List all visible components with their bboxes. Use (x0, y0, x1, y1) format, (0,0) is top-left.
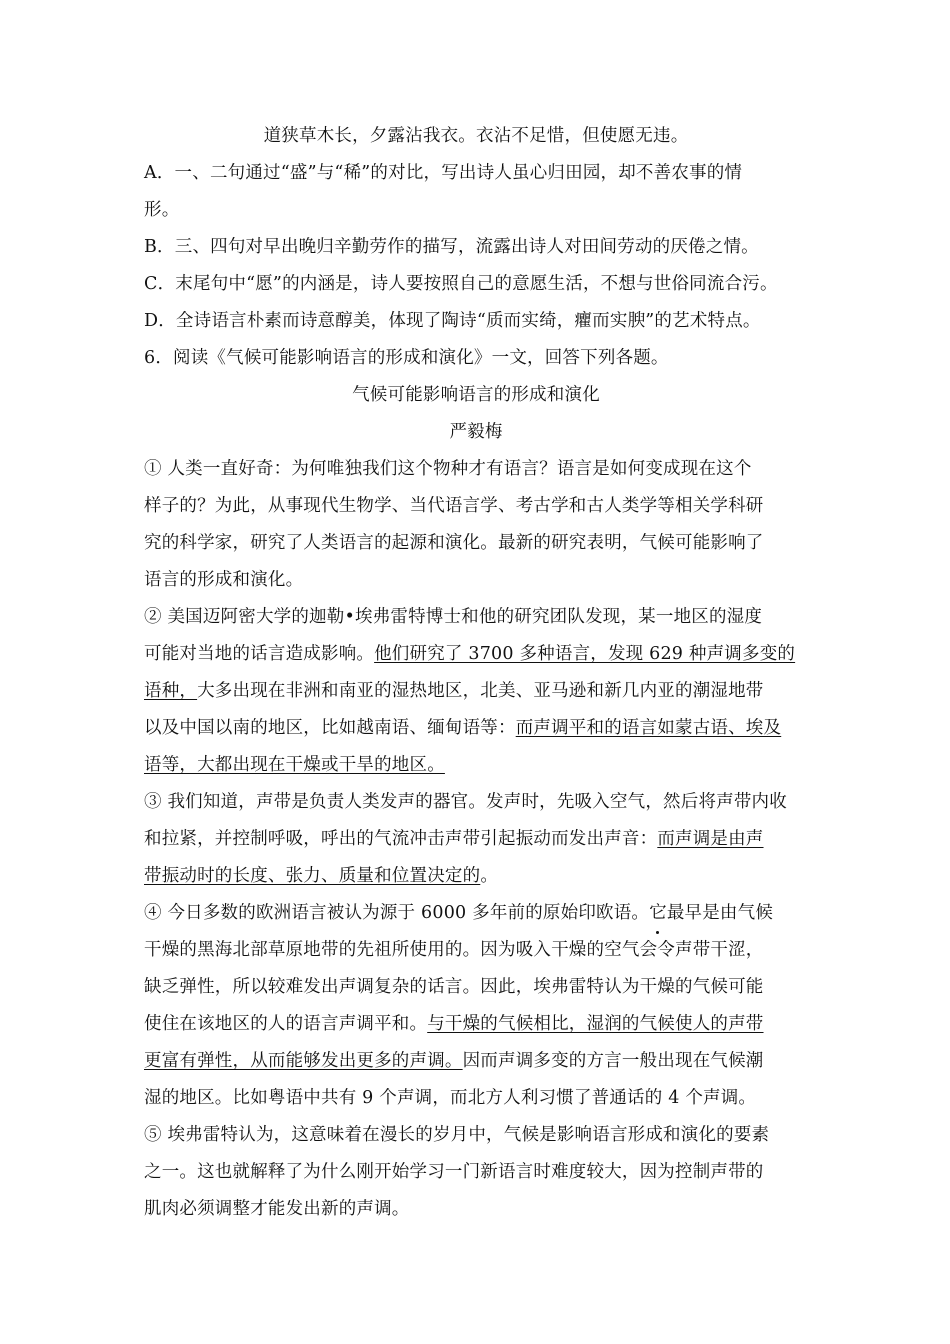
paragraph-4-text: 因而声调多变的方言一般出现在气候潮 (462, 1051, 764, 1071)
paragraph-5-line-2: 之一。这也就解释了为什么刚开始学习一门新语言时难度较大，因为控制声带的 (144, 1162, 764, 1182)
option-a-line-1: A．一、二句通过“盛”与“稀”的对比，写出诗人虽心归田园，却不善农事的情 (144, 163, 743, 183)
option-c: C．末尾句中“愿”的内涵是，诗人要按照自己的意愿生活，不想与世俗同流合污。 (144, 274, 778, 294)
option-d: D．全诗语言朴素而诗意醇美，体现了陶诗“质而实绮，癯而实腴”的艺术特点。 (144, 311, 761, 331)
paragraph-4-line-1 (144, 895, 808, 932)
paragraph-3-text: 。 (480, 866, 499, 886)
paragraph-1-line-4: 语言的形成和演化。 (144, 570, 304, 590)
paragraph-2-text: 以及中国以南的地区，比如越南语、缅甸语等： (144, 718, 516, 738)
paragraph-2-text: 大多出现在非洲和南亚的湿热地区，北美、亚马逊和新几内亚的潮湿地带 (197, 681, 764, 701)
paragraph-2-line-2 (144, 636, 808, 673)
paragraph-3-line-1: ③ 我们知道，声带是负责人类发声的器官。发声时，先吸入空气，然后将声带内收 (144, 792, 787, 812)
paragraph-5-line-1: ⑤ 埃弗雷特认为，这意味着在漫长的岁月中，气候是影响语言形成和演化的要素 (144, 1125, 770, 1145)
paragraph-2-line-1: ② 美国迈阿密大学的迦勒•埃弗雷特博士和他的研究团队发现，某一地区的湿度 (144, 607, 763, 627)
paragraph-4-underlined-text: 与干燥的气候相比，湿润的气候使人的声带 (427, 1014, 764, 1034)
paragraph-2-line-4 (144, 710, 808, 747)
paragraph-4-line-3: 缺乏弹性，所以较难发出声调复杂的话言。因此，埃弗雷特认为干燥的气候可能 (144, 977, 764, 997)
paragraph-2-underlined-text: 语种， (144, 681, 198, 701)
paragraph-2-line-3 (144, 673, 808, 710)
paragraph-3-text: 和拉紧，并控制呼吸，呼出的气流冲击声带引起振动而发出声音： (144, 829, 658, 849)
paragraph-4-line-2: 干燥的黑海北部草原地带的先祖所使用的。因为吸入干燥的空气会令声带干涩， (144, 940, 764, 960)
paragraph-4-text: 使住在该地区的人的语言声调平和。 (144, 1014, 428, 1034)
option-a-line-2: 形。 (144, 200, 180, 220)
document-body (144, 118, 808, 1228)
option-b: B．三、四句对早出晚归辛勤劳作的描写，流露出诗人对田间劳动的厌倦之情。 (144, 237, 759, 257)
paragraph-4-underlined-text: 更富有弹性，从而能够发出更多的声调。 (144, 1051, 463, 1071)
paragraph-4-line-6: 湿的地区。比如粤语中共有 9 个声调，而北方人利习惯了普通话的 4 个声调。 (144, 1088, 757, 1108)
paragraph-3-line-3 (144, 858, 808, 895)
paragraph-2-text: 可能对当地的话言造成影响。 (144, 644, 375, 664)
emphasis-dot-character: 它 (649, 895, 667, 932)
article-title: 气候可能影响语言的形成和演化 (352, 385, 600, 405)
paragraph-4-text: ④ 今日多数的欧洲语言被认为源于 6000 多年前的原始印欧语。 (144, 903, 650, 923)
paragraph-2-underlined-text: 他们研究了 3700 多种语言，发现 629 种声调多变的 (374, 644, 796, 664)
paragraph-5-line-3: 肌肉必须调整才能发出新的声调。 (144, 1199, 410, 1219)
paragraph-4-line-4 (144, 1006, 808, 1043)
paragraph-1-line-1: ① 人类一直好奇：为何唯独我们这个物种才有语言？语言是如何变成现在这个 (144, 459, 752, 479)
question-6-prompt: 6．阅读《气候可能影响语言的形成和演化》一文，回答下列各题。 (144, 348, 669, 368)
paragraph-4-line-5 (144, 1043, 808, 1080)
paragraph-2-line-5 (144, 747, 808, 784)
paragraph-1-line-3: 究的科学家，研究了人类语言的起源和演化。最新的研究表明，气候可能影响了 (144, 533, 764, 553)
paragraph-3-underlined-text: 带振动时的长度、张力、质量和位置决定的 (144, 866, 481, 886)
paragraph-3-line-2 (144, 821, 808, 858)
article-author: 严毅梅 (449, 422, 503, 442)
paragraph-1-line-2: 样子的？为此，从事现代生物学、当代语言学、考古学和古人类学等相关学科研 (144, 496, 764, 516)
paragraph-3-underlined-text: 而声调是由声 (657, 829, 764, 849)
poem-last-line: 道狭草木长，夕露沾我衣。衣沾不足惜，但使愿无违。 (263, 126, 689, 146)
paragraph-4-text: 最早是由气候 (666, 903, 774, 923)
paragraph-2-underlined-text: 语等，大都出现在干燥或干旱的地区。 (144, 755, 445, 775)
paragraph-2-underlined-text: 而声调平和的语言如蒙古语、埃及 (515, 718, 782, 738)
